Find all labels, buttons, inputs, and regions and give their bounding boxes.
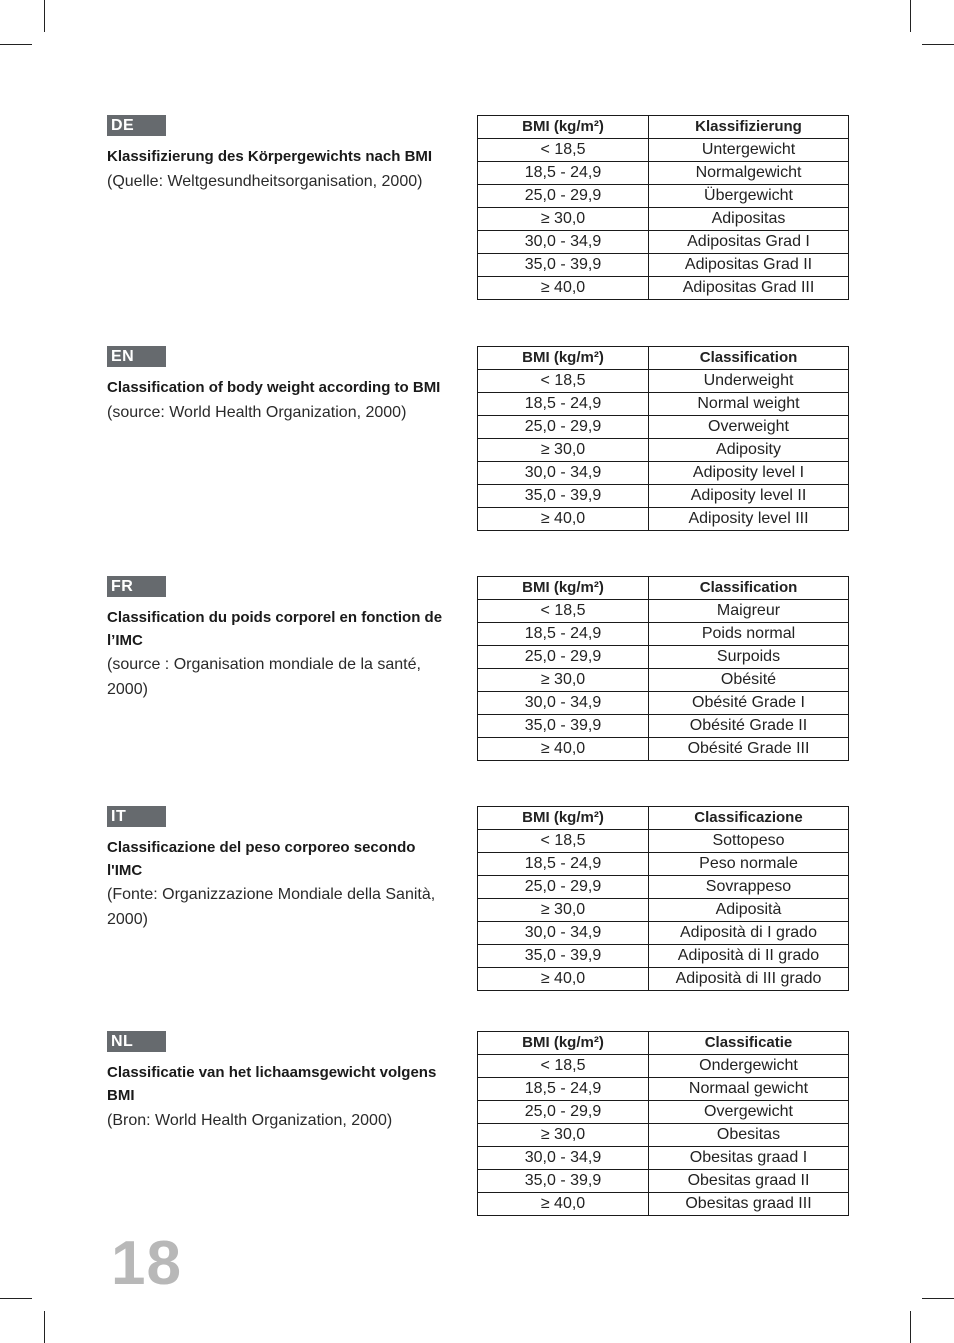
crop-mark — [910, 0, 911, 32]
table-row — [478, 416, 849, 439]
table-row — [478, 876, 849, 899]
classification: Obésité Grade I — [649, 692, 849, 715]
classification: Maigreur — [649, 600, 849, 623]
language-badge: IT — [107, 806, 166, 827]
table-header-row — [478, 1032, 849, 1055]
classification: Übergewicht — [649, 185, 849, 208]
classification: Obesitas graad II — [649, 1170, 849, 1193]
classification: Obésité — [649, 669, 849, 692]
bmi-table — [477, 576, 849, 761]
table-row — [478, 462, 849, 485]
table-row — [478, 393, 849, 416]
classification: Obesitas graad I — [649, 1147, 849, 1170]
bmi-range: 30,0 - 34,9 — [478, 231, 649, 254]
bmi-range: 35,0 - 39,9 — [478, 1170, 649, 1193]
classification: Obesitas — [649, 1124, 849, 1147]
section-heading: Classificatie van het lichaamsgewicht volgens BMI — [107, 1064, 437, 1104]
language-badge: NL — [107, 1031, 166, 1052]
header-bmi: BMI (kg/m²) — [478, 807, 649, 830]
table-row — [478, 899, 849, 922]
bmi-range: ≥ 40,0 — [478, 1193, 649, 1216]
bmi-range: 30,0 - 34,9 — [478, 922, 649, 945]
bmi-table — [477, 115, 849, 300]
page-number: 18 — [111, 1229, 182, 1298]
header-classification: Classificatie — [649, 1032, 849, 1055]
bmi-range: < 18,5 — [478, 139, 649, 162]
table-row — [478, 646, 849, 669]
table-header-row — [478, 116, 849, 139]
classification: Adiposità di I grado — [649, 922, 849, 945]
bmi-range: < 18,5 — [478, 830, 649, 853]
table-row — [478, 254, 849, 277]
table-row — [478, 968, 849, 991]
table-row — [478, 1124, 849, 1147]
header-classification: Classification — [649, 347, 849, 370]
classification: Obesitas graad III — [649, 1193, 849, 1216]
table-row — [478, 208, 849, 231]
table-row — [478, 231, 849, 254]
table-row — [478, 669, 849, 692]
classification: Adiposity level III — [649, 508, 849, 531]
table-header-row — [478, 807, 849, 830]
bmi-range: 25,0 - 29,9 — [478, 416, 649, 439]
bmi-range: 30,0 - 34,9 — [478, 462, 649, 485]
bmi-range: 35,0 - 39,9 — [478, 715, 649, 738]
classification: Overgewicht — [649, 1101, 849, 1124]
section-source: (Bron: World Health Organization, 2000) — [107, 1112, 393, 1129]
header-classification: Classificazione — [649, 807, 849, 830]
table-header-row — [478, 347, 849, 370]
crop-mark — [0, 44, 32, 45]
table-row — [478, 185, 849, 208]
section-source: (source : Organisation mondiale de la santé, 2000) — [107, 656, 421, 698]
bmi-range: ≥ 40,0 — [478, 968, 649, 991]
table-row — [478, 738, 849, 761]
bmi-range: 35,0 - 39,9 — [478, 945, 649, 968]
crop-mark — [922, 44, 954, 45]
bmi-range: 35,0 - 39,9 — [478, 485, 649, 508]
bmi-range: 25,0 - 29,9 — [478, 876, 649, 899]
crop-mark — [44, 0, 45, 32]
table-row — [478, 1055, 849, 1078]
section-heading: Classification du poids corporel en fonction de l’IMC — [107, 609, 443, 649]
table-row — [478, 1147, 849, 1170]
bmi-range: ≥ 30,0 — [478, 899, 649, 922]
classification: Surpoids — [649, 646, 849, 669]
bmi-range: ≥ 40,0 — [478, 508, 649, 531]
table-row — [478, 715, 849, 738]
table-row — [478, 600, 849, 623]
classification: Peso normale — [649, 853, 849, 876]
section-heading: Classification of body weight according to BMI — [107, 379, 441, 396]
table-row — [478, 623, 849, 646]
crop-mark — [922, 1298, 954, 1299]
classification: Normaal gewicht — [649, 1078, 849, 1101]
bmi-range: ≥ 30,0 — [478, 1124, 649, 1147]
table-row — [478, 485, 849, 508]
table-row — [478, 370, 849, 393]
header-bmi: BMI (kg/m²) — [478, 347, 649, 370]
table-row — [478, 162, 849, 185]
classification: Adiposità di II grado — [649, 945, 849, 968]
table-row — [478, 853, 849, 876]
table-row — [478, 1170, 849, 1193]
bmi-table — [477, 346, 849, 531]
classification: Adiposità di III grado — [649, 968, 849, 991]
classification: Adiposity level II — [649, 485, 849, 508]
bmi-range: ≥ 30,0 — [478, 439, 649, 462]
table-row — [478, 1193, 849, 1216]
table-row — [478, 692, 849, 715]
header-bmi: BMI (kg/m²) — [478, 577, 649, 600]
classification: Adipositas — [649, 208, 849, 231]
table-row — [478, 830, 849, 853]
classification: Adipositas Grad I — [649, 231, 849, 254]
section-heading: Klassifizierung des Körpergewichts nach BMI — [107, 148, 433, 165]
bmi-range: 30,0 - 34,9 — [478, 692, 649, 715]
classification: Poids normal — [649, 623, 849, 646]
classification: Normal weight — [649, 393, 849, 416]
classification: Overweight — [649, 416, 849, 439]
table-row — [478, 1101, 849, 1124]
header-classification: Classification — [649, 577, 849, 600]
bmi-range: 25,0 - 29,9 — [478, 1101, 649, 1124]
bmi-range: 25,0 - 29,9 — [478, 185, 649, 208]
bmi-range: ≥ 30,0 — [478, 669, 649, 692]
bmi-range: 35,0 - 39,9 — [478, 254, 649, 277]
classification: Sottopeso — [649, 830, 849, 853]
bmi-range: 30,0 - 34,9 — [478, 1147, 649, 1170]
language-badge: FR — [107, 576, 166, 597]
classification: Adipositas Grad III — [649, 277, 849, 300]
section-heading: Classificazione del peso corporeo secondo l'IMC — [107, 839, 416, 879]
table-header-row — [478, 577, 849, 600]
table-row — [478, 508, 849, 531]
classification: Adiposity level I — [649, 462, 849, 485]
bmi-range: ≥ 30,0 — [478, 208, 649, 231]
classification: Adiposity — [649, 439, 849, 462]
section-source: (Quelle: Weltgesundheitsorganisation, 2000) — [107, 173, 423, 190]
bmi-range: 18,5 - 24,9 — [478, 393, 649, 416]
classification: Adiposità — [649, 899, 849, 922]
language-badge: DE — [107, 115, 166, 136]
section-source: (source: World Health Organization, 2000) — [107, 404, 407, 421]
bmi-table — [477, 1031, 849, 1216]
crop-mark — [44, 1311, 45, 1343]
table-row — [478, 139, 849, 162]
bmi-range: ≥ 40,0 — [478, 738, 649, 761]
table-row — [478, 945, 849, 968]
classification: Sovrappeso — [649, 876, 849, 899]
crop-mark — [910, 1311, 911, 1343]
bmi-range: < 18,5 — [478, 1055, 649, 1078]
bmi-range: 18,5 - 24,9 — [478, 1078, 649, 1101]
bmi-range: ≥ 40,0 — [478, 277, 649, 300]
header-bmi: BMI (kg/m²) — [478, 116, 649, 139]
classification: Normalgewicht — [649, 162, 849, 185]
header-bmi: BMI (kg/m²) — [478, 1032, 649, 1055]
classification: Obésité Grade II — [649, 715, 849, 738]
bmi-table — [477, 806, 849, 991]
crop-mark — [0, 1298, 32, 1299]
classification: Obésité Grade III — [649, 738, 849, 761]
classification: Untergewicht — [649, 139, 849, 162]
bmi-range: < 18,5 — [478, 600, 649, 623]
bmi-range: < 18,5 — [478, 370, 649, 393]
classification: Adipositas Grad II — [649, 254, 849, 277]
language-badge: EN — [107, 346, 166, 367]
table-row — [478, 277, 849, 300]
table-row — [478, 922, 849, 945]
table-row — [478, 439, 849, 462]
bmi-range: 25,0 - 29,9 — [478, 646, 649, 669]
header-classification: Klassifizierung — [649, 116, 849, 139]
classification: Ondergewicht — [649, 1055, 849, 1078]
section-source: (Fonte: Organizzazione Mondiale della Sanità, 2000) — [107, 886, 436, 928]
bmi-range: 18,5 - 24,9 — [478, 162, 649, 185]
table-row — [478, 1078, 849, 1101]
bmi-range: 18,5 - 24,9 — [478, 853, 649, 876]
classification: Underweight — [649, 370, 849, 393]
bmi-range: 18,5 - 24,9 — [478, 623, 649, 646]
